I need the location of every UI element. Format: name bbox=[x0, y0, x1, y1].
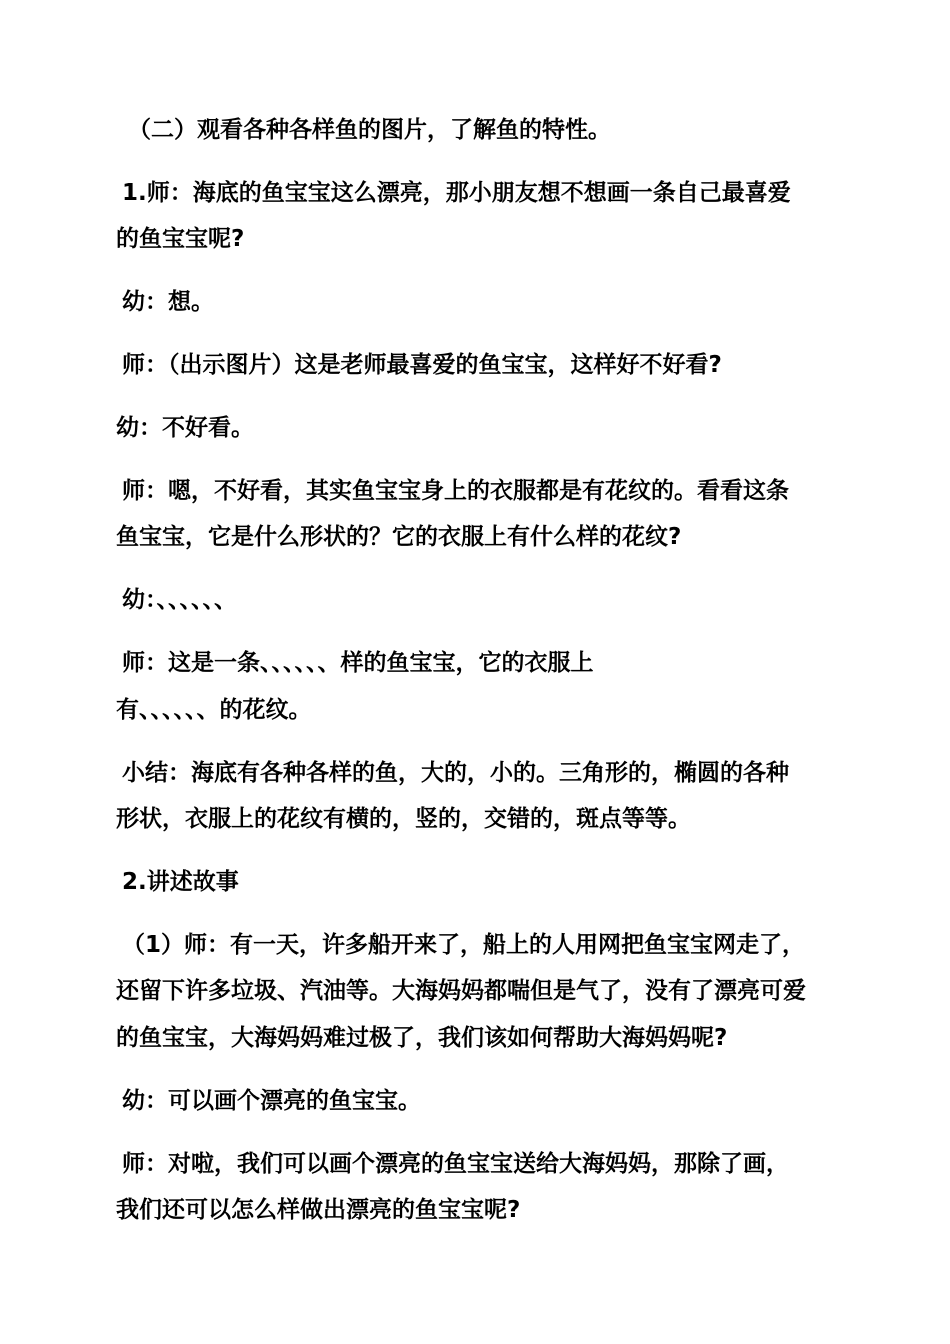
paragraph-line: 有、、、、、、的花纹。 bbox=[116, 697, 312, 723]
paragraph-line: 还留下许多垃圾、汽油等。大海妈妈都喘但是气了，没有了漂亮可爱 bbox=[116, 978, 806, 1004]
paragraph-line: 师：（出示图片）这是老师最喜爱的鱼宝宝，这样好不好看? bbox=[122, 352, 722, 378]
paragraph-line: 幼：可以画个漂亮的鱼宝宝。 bbox=[122, 1088, 421, 1114]
paragraph-line: 鱼宝宝，它是什么形状的？它的衣服上有什么样的花纹? bbox=[116, 524, 682, 550]
paragraph-line: 师：嗯，不好看，其实鱼宝宝身上的衣服都是有花纹的。看看这条 bbox=[122, 478, 789, 504]
paragraph-line: 幼：想。 bbox=[122, 289, 214, 315]
paragraph-line: 师：对啦，我们可以画个漂亮的鱼宝宝送给大海妈妈，那除了画， bbox=[122, 1151, 789, 1177]
paragraph-line: 师：这是一条、、、、、、样的鱼宝宝，它的衣服上 bbox=[122, 650, 594, 676]
paragraph-line: 幼：不好看。 bbox=[116, 415, 254, 441]
paragraph-line: 小结：海底有各种各样的鱼，大的，小的。三角形的，椭圆的各种 bbox=[122, 760, 789, 786]
paragraph-line: 形状，衣服上的花纹有横的，竖的，交错的，斑点等等。 bbox=[116, 806, 691, 832]
paragraph-line: 的鱼宝宝，大海妈妈难过极了，我们该如何帮助大海妈妈呢? bbox=[116, 1025, 728, 1051]
paragraph-line: 幼：、、、、、、 bbox=[122, 587, 237, 613]
paragraph-line: （1）师：有一天，许多船开来了，船上的人用网把鱼宝宝网走了， bbox=[122, 932, 806, 958]
section-heading: （二）观看各种各样鱼的图片，了解鱼的特性。 bbox=[128, 117, 611, 143]
paragraph-line: 我们还可以怎么样做出漂亮的鱼宝宝呢? bbox=[116, 1197, 521, 1223]
paragraph-line: 2.讲述故事 bbox=[122, 869, 239, 895]
paragraph-line: 的鱼宝宝呢? bbox=[116, 226, 245, 252]
paragraph-line: 1.师：海底的鱼宝宝这么漂亮，那小朋友想不想画一条自己最喜爱 bbox=[122, 180, 791, 206]
